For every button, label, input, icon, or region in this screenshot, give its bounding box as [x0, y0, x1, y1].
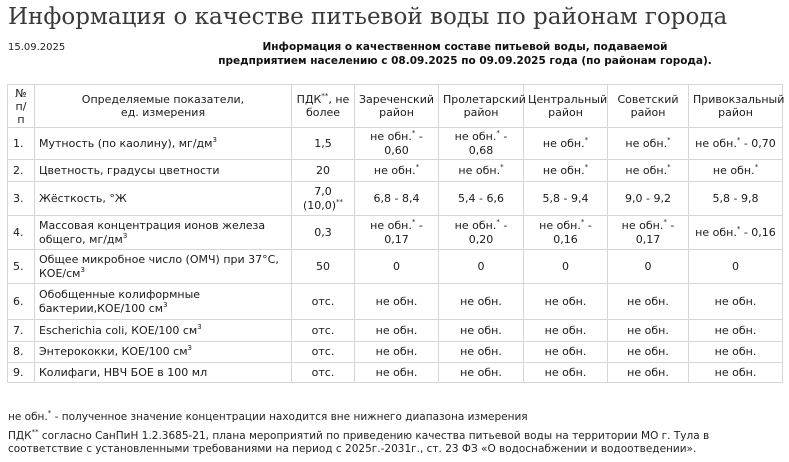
- pdk-value: отс.: [292, 320, 355, 342]
- district-value: не обн.* - 0,16: [689, 216, 783, 250]
- district-value: не обн.: [439, 342, 524, 363]
- row-number: 2.: [8, 160, 35, 182]
- district-value: не обн.: [524, 284, 608, 320]
- district-value: не обн.*: [689, 160, 783, 182]
- district-value: 5,8 - 9,8: [689, 182, 783, 216]
- row-number: 6.: [8, 284, 35, 320]
- header-district-proletarsky: Пролетарский район: [439, 85, 524, 128]
- district-value: 0: [524, 250, 608, 284]
- row-number: 4.: [8, 216, 35, 250]
- table-row: [8, 342, 783, 363]
- header-number: № п/ п: [8, 85, 35, 128]
- header-indicator: Определяемые показатели, ед. измерения: [35, 85, 292, 128]
- pdk-value: отс.: [292, 363, 355, 383]
- table-row: [8, 320, 783, 342]
- row-number: 9.: [8, 363, 35, 383]
- district-value: не обн.* - 0,68: [439, 128, 524, 160]
- district-value: 0: [608, 250, 689, 284]
- district-value: не обн.*: [355, 160, 439, 182]
- district-value: 0: [689, 250, 783, 284]
- table-header-row: [8, 85, 783, 128]
- district-value: не обн.: [689, 284, 783, 320]
- district-value: не обн.*: [524, 128, 608, 160]
- row-number: 5.: [8, 250, 35, 284]
- district-value: не обн.* - 0,16: [524, 216, 608, 250]
- indicator-name: Энтерококки, КОЕ/100 $см^3$: [35, 342, 292, 363]
- pdk-value: 0,3: [292, 216, 355, 250]
- indicator-name: Обобщенные колиформные бактерии,КОЕ/100 $см^3$: [35, 284, 292, 320]
- footnote-not-detected: не обн.* - полученное значение концентрации находится вне нижнего диапазона измерения: [8, 409, 528, 423]
- water-quality-table: [7, 84, 783, 383]
- header-district-tsentralny: Центральный район: [524, 85, 608, 128]
- publication-date: 15.09.2025: [8, 42, 66, 53]
- table-row: [8, 216, 783, 250]
- district-value: не обн.: [689, 363, 783, 383]
- district-value: не обн.: [608, 284, 689, 320]
- table-row: [8, 284, 783, 320]
- table-row: [8, 182, 783, 216]
- district-value: не обн.: [439, 320, 524, 342]
- table-row: [8, 128, 783, 160]
- row-number: 7.: [8, 320, 35, 342]
- indicator-name: Массовая концентрация ионов железа общего, $мг/дм^3$: [35, 216, 292, 250]
- district-value: не обн.: [608, 363, 689, 383]
- district-value: не обн.* - 0,60: [355, 128, 439, 160]
- table-row: [8, 363, 783, 383]
- district-value: 0: [439, 250, 524, 284]
- district-value: 9,0 - 9,2: [608, 182, 689, 216]
- indicator-name: Общее микробное число (ОМЧ) при 37°C, КОЕ/$см^3$: [35, 250, 292, 284]
- district-value: не обн.: [439, 284, 524, 320]
- row-number: 8.: [8, 342, 35, 363]
- district-value: не обн.: [355, 320, 439, 342]
- district-value: не обн.* - 0,17: [355, 216, 439, 250]
- district-value: не обн.*: [439, 160, 524, 182]
- indicator-name: Колифаги, НВЧ БОЕ в 100 мл: [35, 363, 292, 383]
- row-number: 1.: [8, 128, 35, 160]
- district-value: не обн.: [355, 342, 439, 363]
- pdk-value: отс.: [292, 284, 355, 320]
- row-number: 3.: [8, 182, 35, 216]
- indicator-name: Цветность, градусы цветности: [35, 160, 292, 182]
- district-value: не обн.*: [608, 128, 689, 160]
- district-value: не обн.* - 0,70: [689, 128, 783, 160]
- district-value: 5,4 - 6,6: [439, 182, 524, 216]
- pdk-value: отс.: [292, 342, 355, 363]
- table-row: [8, 250, 783, 284]
- pdk-value: 50: [292, 250, 355, 284]
- district-value: не обн.: [355, 363, 439, 383]
- indicator-name: Мутность (по каолину), $мг/дм^3$: [35, 128, 292, 160]
- header-district-privokzalny: Привокзальный район: [689, 85, 783, 128]
- district-value: не обн.: [524, 320, 608, 342]
- district-value: не обн.: [608, 342, 689, 363]
- district-value: не обн.: [524, 342, 608, 363]
- district-value: не обн.*: [608, 160, 689, 182]
- district-value: 0: [355, 250, 439, 284]
- table-subheading: [180, 40, 750, 68]
- pdk-value: 7,0 (10,0)**: [292, 182, 355, 216]
- district-value: не обн.*: [524, 160, 608, 182]
- district-value: 6,8 - 8,4: [355, 182, 439, 216]
- district-value: не обн.* - 0,20: [439, 216, 524, 250]
- page-title: Информация о качестве питьевой воды по районам города: [8, 4, 728, 30]
- district-value: не обн.* - 0,17: [608, 216, 689, 250]
- header-pdk: ПДК**, не более: [292, 85, 355, 128]
- subheading-line-2: предприятием населению с 08.09.2025 по 09.09.2025 года (по районам города).: [218, 55, 712, 67]
- indicator-name: Escherichia coli, КОЕ/100 $см^3$: [35, 320, 292, 342]
- pdk-value: 1,5: [292, 128, 355, 160]
- footnote-pdk: ПДК** согласно СанПиН 1.2.3685-21, плана мероприятий по приведению качества питьевой воды на территории МО г. Тула в соответствие с установленными требованиями на период с 2025г.-2031г., ст. 23 ФЗ «О водоснабжении и водоотведении».: [8, 428, 710, 455]
- district-value: не обн.: [689, 320, 783, 342]
- district-value: не обн.: [355, 284, 439, 320]
- header-district-sovetsky: Советский район: [608, 85, 689, 128]
- pdk-value: 20: [292, 160, 355, 182]
- district-value: 5,8 - 9,4: [524, 182, 608, 216]
- district-value: не обн.: [524, 363, 608, 383]
- indicator-name: Жёсткость, °Ж: [35, 182, 292, 216]
- district-value: не обн.: [439, 363, 524, 383]
- subheading-line-1: Информация о качественном составе питьевой воды, подаваемой: [262, 41, 668, 53]
- table-row: [8, 160, 783, 182]
- header-district-zarechensky: Зареченский район: [355, 85, 439, 128]
- district-value: не обн.: [608, 320, 689, 342]
- district-value: не обн.: [689, 342, 783, 363]
